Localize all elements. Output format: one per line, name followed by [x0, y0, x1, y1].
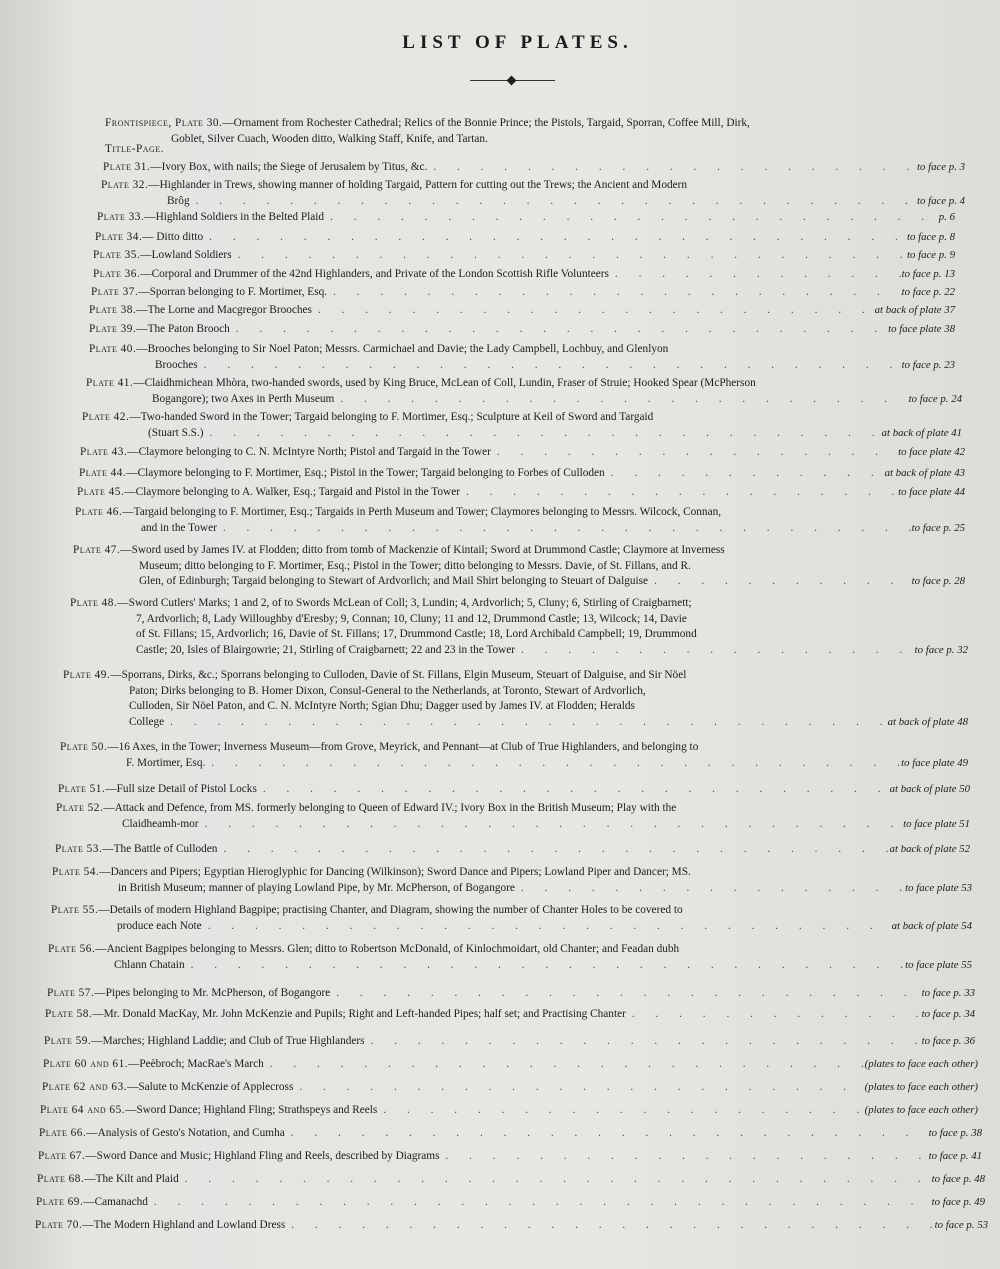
page-reference: at back of plate 52 [889, 843, 970, 855]
plate-entry [89, 322, 955, 338]
page-reference: to face p. 4 [917, 194, 965, 207]
plate-entry [51, 903, 972, 934]
entry-text-line [38, 1149, 440, 1165]
plate-description: Bogangore); two Axes in Perth Museum [152, 392, 335, 405]
page-reference: at back of plate 54 [891, 919, 972, 932]
dot-leader [312, 303, 875, 319]
dot-leader [440, 1149, 929, 1165]
entry-text-line [97, 210, 324, 226]
page-reference: at back of plate 41 [881, 426, 962, 439]
plate-label: Plate 58. [45, 1008, 93, 1020]
plate-entry [39, 1126, 982, 1142]
entry-text-line [47, 986, 330, 1002]
dot-leader [515, 643, 915, 659]
plate-entry [43, 1057, 978, 1073]
plate-description: —Sword Cutlers' Marks; 1 and 2, of to Swords McLean of Coll; 3, Lundin; 4, Ardvorlich; 5, Cluny; 6, Stirling of Craigbarnett; [117, 597, 692, 609]
entry-text-line [42, 1080, 293, 1096]
page-reference: to face plate 51 [903, 817, 970, 830]
dot-leader [148, 1195, 932, 1211]
dot-leader [264, 1057, 865, 1073]
plate-label: Plate 38. [89, 304, 137, 316]
page-reference: at back of plate 50 [889, 783, 970, 795]
page-reference: to face p. 22 [901, 286, 955, 298]
entry-text-line [136, 628, 697, 640]
plate-label: Plate 66. [39, 1127, 87, 1139]
plate-description: —Brooches belonging to Sir Noel Paton; Messrs. Carmichael and Davie; the Lady Campbell, Lochbuy, and Glenlyon [136, 343, 669, 355]
plate-entry [103, 160, 965, 176]
plate-label: Plate 62 and 63. [42, 1081, 128, 1093]
plate-description: —Mr. Donald MacKay, Mr. John McKenzie and Pupils; Right and Left-handed Pipes; half set; and Practising Chanter [92, 1008, 626, 1020]
page-reference: to face p. 34 [921, 1008, 975, 1020]
dot-leader [648, 574, 912, 590]
plate-label: Title-Page. [105, 143, 165, 155]
plate-description: Paton; Dirks belonging to B. Homer Dixon, Consul-General to the Netherlands, at Toronto, Stewart of Ardvorlich, [129, 684, 646, 697]
plate-entry [77, 485, 965, 501]
plate-description: —Peèbroch; MacRae's March [128, 1058, 264, 1070]
entry-text-line [55, 842, 217, 858]
plate-description: —Ancient Bagpipes belonging to Messrs. Glen; ditto to Robertson McDonald, of Kinlochmoidart, old Chanter; and Feadan dubh [95, 943, 680, 955]
page-reference: to face plate 42 [898, 446, 965, 458]
plate-label: Plate 56. [48, 943, 96, 955]
dot-leader [230, 322, 888, 338]
dot-leader [285, 1126, 929, 1142]
dot-leader [605, 466, 885, 482]
dot-leader [324, 210, 939, 226]
entry-text-line [126, 756, 205, 772]
entry-text-line [101, 179, 687, 191]
entry-text-line [118, 881, 515, 897]
dot-leader [217, 842, 889, 858]
entry-text-line [129, 685, 646, 697]
plate-entry [89, 303, 955, 319]
plate-label: Plate 44. [79, 467, 127, 479]
entry-text-line [152, 392, 334, 408]
plate-description: —Targaid belonging to F. Mortimer, Esq.; Targaids in Perth Museum and Tower; Claymores belonging to Messrs. Wilcock, Connan, [122, 506, 722, 518]
page-reference: to face p. 41 [928, 1150, 982, 1162]
plate-label: Plate 46. [75, 506, 123, 518]
plate-description: —16 Axes, in the Tower; Inverness Museum—from Grove, Meyrick, and Pennant—at Club of True Highlanders, and belonging to [107, 741, 699, 753]
dot-leader [204, 426, 882, 442]
plate-description: —Analysis of Gesto's Notation, and Cumha [86, 1127, 285, 1139]
entry-text-line [89, 303, 312, 319]
plate-label: Plate 49. [63, 669, 111, 681]
dot-leader [460, 485, 898, 501]
plate-description: —Lowland Soldiers [140, 249, 232, 261]
dot-leader [217, 521, 912, 537]
dot-leader [257, 782, 890, 798]
plate-description: College [129, 715, 165, 728]
page-reference: to face p. 24 [908, 392, 962, 405]
plate-description: —Details of modern Highland Bagpipe; practising Chanter, and Diagram, showing the number of Chanter Holes to be covered to [98, 904, 683, 916]
dot-leader [232, 248, 907, 264]
plate-label: Plate 69. [36, 1196, 84, 1208]
page-reference: to face p. 38 [928, 1127, 982, 1139]
entry-text-line [89, 322, 230, 338]
page-reference: to face p. 32 [914, 643, 968, 656]
plate-description: —Corporal and Drummer of the 42nd Highlanders, and Private of the London Scottish Rifle Volunteers [140, 268, 609, 280]
page-reference: to face plate 44 [898, 486, 965, 498]
plate-label: Plate 60 and 61. [43, 1058, 129, 1070]
plate-label: Plate 35. [93, 249, 141, 261]
plate-description: Brooches [155, 358, 198, 371]
page-reference: to face p. 25 [911, 521, 965, 534]
entry-text-line [37, 1172, 179, 1188]
plate-description: Museum; ditto belonging to F. Mortimer, Esq.; Pistol in the Tower; ditto belonging to Messrs. Davie, of St. Fillans, and R. [139, 559, 691, 572]
entry-text-line [139, 560, 691, 572]
entry-text-line [40, 1103, 377, 1119]
plate-entry [75, 505, 965, 536]
entry-text-line [114, 958, 185, 974]
dot-leader [293, 1080, 864, 1096]
plate-description: Culloden, Sir Nöel Paton, and C. N. McIntyre North; Sgian Dhu; Dagger used by James IV. at Flodden; Heralds [129, 700, 635, 712]
plate-entry [73, 543, 965, 590]
entry-text-line [105, 117, 750, 129]
plate-entry [105, 142, 965, 158]
plate-description: —The Paton Brooch [136, 323, 230, 335]
entry-text-line [91, 285, 327, 301]
plate-description: —Salute to McKenzie of Applecross [127, 1081, 294, 1093]
plate-description: Brôg [167, 194, 190, 207]
page-reference: to face p. 3 [917, 161, 965, 173]
dot-leader [515, 881, 905, 897]
entry-text-line [86, 377, 756, 389]
page-reference: to face p. 13 [901, 268, 955, 280]
page-reference: (plates to face each other) [864, 1058, 978, 1070]
page-reference: to face plate 49 [901, 756, 968, 769]
dot-leader [491, 445, 898, 461]
entry-text-line [58, 782, 257, 798]
plate-entry [60, 740, 968, 771]
plate-entry [40, 1103, 978, 1119]
page-reference: to face p. 53 [934, 1219, 988, 1231]
page-reference: to face p. 36 [921, 1035, 975, 1047]
dot-leader [427, 160, 917, 176]
plate-label: Plate 41. [86, 377, 134, 389]
entry-text-line [129, 715, 164, 731]
plate-description: Claidheamh-mor [122, 817, 199, 830]
entry-text-line [93, 267, 609, 283]
plate-description: —The Modern Highland and Lowland Dress [82, 1219, 286, 1231]
plate-entry [97, 210, 955, 226]
entry-text-line [56, 802, 676, 814]
plate-description: (Stuart S.S.) [148, 426, 204, 439]
plate-description: and in the Tower [141, 521, 217, 534]
plate-entry [70, 596, 968, 658]
plate-label: Plate 70. [35, 1219, 83, 1231]
plate-label: Plate 59. [44, 1035, 92, 1047]
entry-text-line [136, 643, 515, 659]
dot-leader [626, 1007, 922, 1023]
plate-description: —Full size Detail of Pistol Locks [105, 783, 257, 795]
plate-label: Plate 53. [55, 843, 103, 855]
entry-text-line [141, 521, 217, 537]
dot-leader [205, 756, 901, 772]
plate-description: —Claymore belonging to F. Mortimer, Esq.; Pistol in the Tower; Targaid belonging to Forbes of Culloden [126, 467, 605, 479]
entry-text-line [60, 741, 698, 753]
dot-leader [198, 358, 902, 374]
plate-entry [55, 842, 970, 858]
plate-description: —Claymore belonging to A. Walker, Esq.; Targaid and Pistol in the Tower [124, 486, 460, 498]
plate-label: Plate 48. [70, 597, 118, 609]
plate-description: —Claidhmichean Mhòra, two-handed swords, used by King Bruce, McLean of Coll, Lundin, Fraser of Struie; Hooked Spear (McPherson [133, 377, 756, 389]
dot-leader [609, 267, 902, 283]
page-reference: to face p. 28 [911, 575, 965, 587]
plate-entry [86, 376, 962, 407]
plate-description: Castle; 20, Isles of Blairgowrie; 21, Stirling of Craigbarnett; 22 and 23 in the Tower [136, 643, 516, 656]
entry-text-line [89, 343, 668, 355]
dot-leader [203, 230, 907, 246]
plate-label: Plate 51. [58, 783, 106, 795]
entry-text-line [139, 574, 648, 590]
plate-entry [101, 178, 965, 209]
plate-entry [58, 782, 970, 798]
plate-label: Plate 57. [47, 987, 95, 999]
plate-label: Plate 39. [89, 323, 137, 335]
plate-entry [95, 230, 955, 246]
plate-entry [93, 248, 955, 264]
entry-text-line [136, 613, 687, 625]
page-reference: to face plate 38 [888, 323, 955, 335]
plate-description: —Highland Soldiers in the Belted Plaid [144, 211, 325, 223]
plate-description: —Camanachd [83, 1196, 148, 1208]
plate-description: F. Mortimer, Esq. [126, 756, 206, 769]
plate-label: Plate 34. [95, 231, 143, 243]
plate-description: —Ornament from Rochester Cathedral; Relics of the Bonnie Prince; the Pistols, Targaid, Sporran, Coffee Mill, Dirk, [222, 117, 750, 129]
plate-entry [37, 1172, 985, 1188]
dot-leader [185, 958, 906, 974]
entry-text-line [44, 1034, 365, 1050]
entry-text-line [95, 230, 203, 246]
page-title: LIST OF PLATES. [402, 32, 633, 53]
page-reference: at back of plate 48 [887, 715, 968, 728]
plate-description: Glen, of Edinburgh; Targaid belonging to Stewart of Ardvorlich; and Mail Shirt belonging to Steuart of Dalguise [139, 575, 649, 587]
plate-description: — Ditto ditto [142, 231, 204, 243]
plate-entry [45, 1007, 975, 1023]
plate-entry [91, 285, 955, 301]
plate-label: Plate 55. [51, 904, 99, 916]
plate-label: Plate 64 and 65. [40, 1104, 126, 1116]
page-reference: to face p. 33 [921, 987, 975, 999]
entry-text-line [105, 142, 164, 158]
entry-text-line [51, 904, 683, 916]
page-reference: at back of plate 43 [884, 467, 965, 479]
plate-label: Plate 43. [80, 446, 128, 458]
entry-text-line [73, 544, 725, 556]
plate-label: Plate 67. [38, 1150, 86, 1162]
plate-label: Plate 45. [77, 486, 125, 498]
page-reference: p. 6 [938, 211, 955, 223]
plate-entry [56, 801, 970, 832]
plate-label: Frontispiece, Plate 30. [105, 117, 223, 129]
page-reference: to face p. 49 [931, 1196, 985, 1208]
entry-text-line [93, 248, 232, 264]
dot-leader [330, 986, 921, 1002]
entry-text-line [75, 506, 721, 518]
entry-text-line [122, 817, 199, 833]
entry-text-line [103, 160, 427, 176]
plate-description: Goblet, Silver Cuach, Wooden ditto, Walking Staff, Knife, and Tartan. [171, 132, 488, 145]
plate-entry [36, 1195, 985, 1211]
plate-description: —Two-handed Sword in the Tower; Targaid belonging to F. Mortimer, Esq.; Sculpture at Keil of Sword and Targaid [129, 411, 654, 423]
plate-entry [63, 668, 968, 730]
page-reference: to face plate 53 [905, 881, 972, 894]
plate-description: —Highlander in Trews, showing manner of holding Targaid, Pattern for cutting out the Trews; the Ancient and Modern [148, 179, 688, 191]
entry-text-line [155, 358, 198, 374]
page-reference: at back of plate 37 [874, 304, 955, 316]
page-reference: to face p. 9 [907, 249, 955, 261]
dot-leader [199, 817, 904, 833]
page-reference: to face p. 23 [901, 358, 955, 371]
plate-description: —Sporran belonging to F. Mortimer, Esq. [138, 286, 328, 298]
plate-entry [79, 466, 965, 482]
plate-entry [47, 986, 975, 1002]
entry-text-line [70, 597, 692, 609]
entry-text-line [52, 866, 691, 878]
dot-leader [190, 194, 917, 210]
plate-description: —Sword used by James IV. at Flodden; ditto from tomb of Mackenzie of Kintail; Sword at Drummond Castle; Claymore at Inverness [120, 544, 725, 556]
entry-text-line [77, 485, 460, 501]
entry-text-line [80, 445, 491, 461]
page-reference: to face p. 48 [931, 1173, 985, 1185]
plate-description: 7, Ardvorlich; 8, Lady Willoughby d'Eresby; 9, Connan; 10, Cluny; 11 and 12, Drummond Castle; 13, Wilcock; 14, Davie [136, 612, 687, 625]
dot-leader [334, 392, 908, 408]
plate-label: Plate 37. [91, 286, 139, 298]
entry-text-line [148, 426, 204, 442]
page-reference: (plates to face each other) [864, 1081, 978, 1093]
plate-description: —Ivory Box, with nails; the Siege of Jerusalem by Titus, &c. [150, 161, 428, 173]
entry-text-line [82, 411, 653, 423]
plate-label: Plate 32. [101, 179, 149, 191]
dot-leader [327, 285, 902, 301]
page-reference: to face plate 55 [905, 958, 972, 971]
entry-text-line [167, 194, 190, 210]
plate-description: produce each Note [117, 919, 202, 932]
entry-text-line [35, 1218, 285, 1234]
plate-description: —Marches; Highland Laddie; and Club of True Highlanders [91, 1035, 365, 1047]
plate-entry [89, 342, 955, 373]
entry-text-line [45, 1007, 626, 1023]
entry-text-line [79, 466, 605, 482]
plate-description: —Sword Dance and Music; Highland Fling and Reels, described by Diagrams [85, 1150, 440, 1162]
plate-label: Plate 47. [73, 544, 121, 556]
plate-description: —Sword Dance; Highland Fling; Strathspeys and Reels [125, 1104, 378, 1116]
plate-description: —Pipes belonging to Mr. McPherson, of Bogangore [94, 987, 331, 999]
plate-description: —Attack and Defence, from MS. formerly belonging to Queen of Edward IV.; Ivory Box in the British Museum; Play with the [103, 802, 677, 814]
plate-label: Plate 50. [60, 741, 108, 753]
plate-entry [80, 445, 965, 461]
entry-text-line [63, 669, 686, 681]
page-reference: to face p. 8 [907, 231, 955, 243]
plate-description: —Claymore belonging to C. N. McIntyre North; Pistol and Targaid in the Tower [127, 446, 491, 458]
entry-text-line [39, 1126, 285, 1142]
plate-label: Plate 36. [93, 268, 141, 280]
plate-label: Plate 42. [82, 411, 130, 423]
plate-description: Chlann Chatain [114, 958, 185, 971]
dot-leader [365, 1034, 922, 1050]
dot-leader [285, 1218, 934, 1234]
plate-label: Plate 33. [97, 211, 145, 223]
plate-entry [35, 1218, 988, 1234]
plate-entry [38, 1149, 982, 1165]
plate-description: in British Museum; manner of playing Lowland Pipe, by Mr. McPherson, of Bogangore [118, 881, 515, 894]
plate-label: Plate 54. [52, 866, 100, 878]
plate-label: Plate 52. [56, 802, 104, 814]
page-reference: (plates to face each other) [864, 1104, 978, 1116]
plate-label: Plate 40. [89, 343, 137, 355]
entry-text-line [48, 943, 679, 955]
plate-entry [82, 410, 962, 441]
plate-description: —The Kilt and Plaid [84, 1173, 179, 1185]
plate-description: —The Battle of Culloden [102, 843, 218, 855]
plate-description: —The Lorne and Macgregor Brooches [136, 304, 312, 316]
entry-text-line [36, 1195, 148, 1211]
dot-leader [202, 919, 892, 935]
plate-entry [93, 267, 955, 283]
plate-label: Plate 31. [103, 161, 151, 173]
plate-entry [48, 942, 972, 973]
entry-text-line [117, 919, 202, 935]
dot-leader [164, 715, 887, 731]
title-ornament-rule [470, 80, 555, 81]
plate-entry [44, 1034, 975, 1050]
plate-description: —Sporrans, Dirks, &c.; Sporrans belonging to Culloden, Davie of St. Fillans, Elgin Museum, Steuart of Dalguise, and Sir Nöel [110, 669, 687, 681]
plate-description: —Dancers and Pipers; Egyptian Hieroglyphic for Dancing (Wilkinson); Sword Dance and Pipers; Lowland Piper and Dancer; MS. [99, 866, 691, 878]
entry-text-line [129, 700, 635, 712]
plate-entry [42, 1080, 978, 1096]
dot-leader [377, 1103, 864, 1119]
plate-description: of St. Fillans; 15, Ardvorlich; 16, Davie of St. Fillans; 17, Drummond Castle; 18, Lord Archibald Campbell; 19, Drummond [136, 628, 697, 640]
entry-text-line [43, 1057, 264, 1073]
plate-entry [52, 865, 972, 896]
dot-leader [179, 1172, 932, 1188]
plate-label: Plate 68. [37, 1173, 85, 1185]
